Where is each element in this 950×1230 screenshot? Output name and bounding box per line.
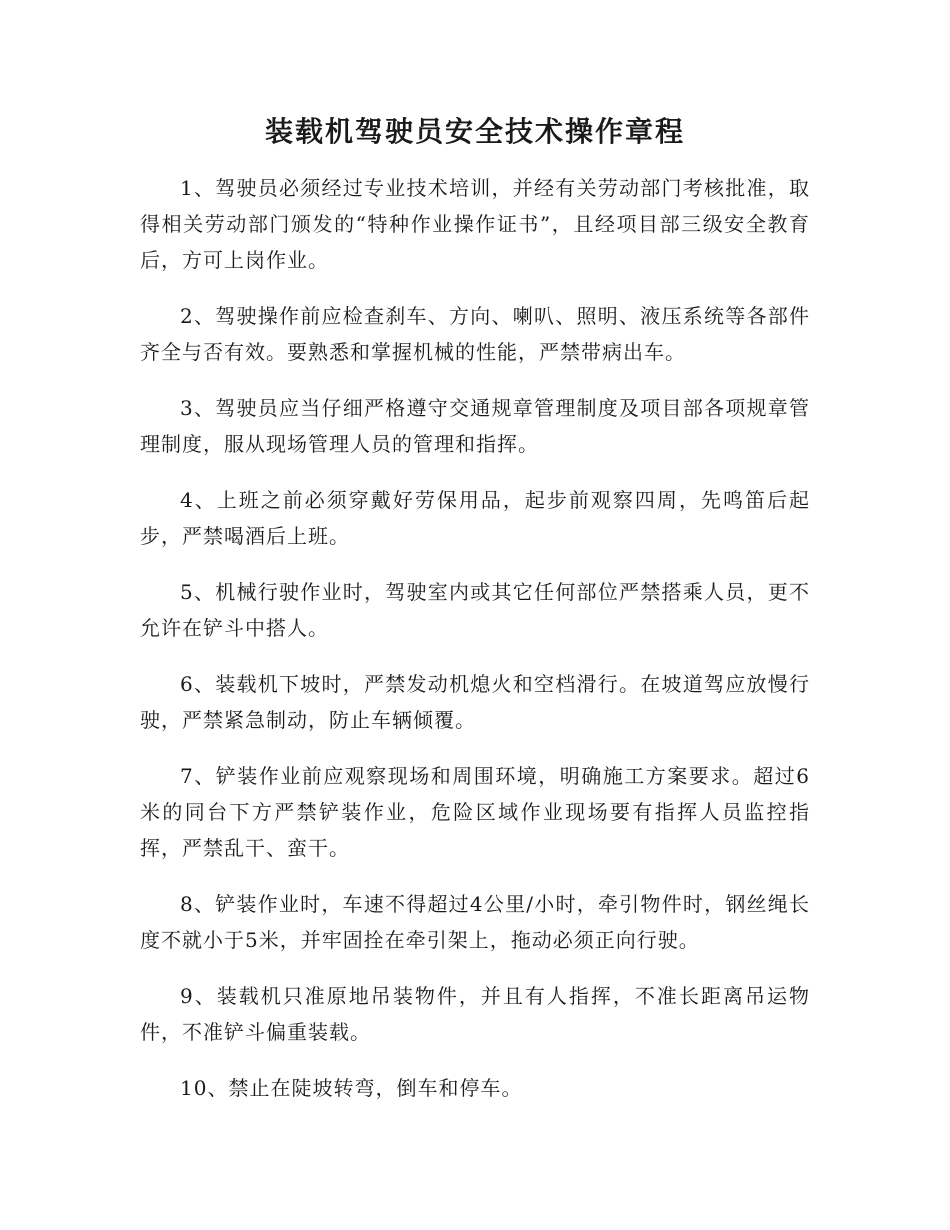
clause-10: 10、禁止在陡坡转弯，倒车和停车。 <box>180 1076 523 1100</box>
clause-7: 7、铲装作业前应观察现场和周围环境，明确施工方案要求。超过6米的同台下方严禁铲装作业，危险区域作业现场要有指挥人员监控指挥，严禁乱干、蛮干。 <box>140 764 810 860</box>
document-title: 装载机驾驶员安全技术操作章程 <box>264 115 685 148</box>
clause-6: 6、装载机下坡时，严禁发动机熄火和空档滑行。在坡道驾应放慢行驶，严禁紧急制动，防止车辆倾覆。 <box>140 672 810 732</box>
clause-2: 2、驾驶操作前应检查刹车、方向、喇叭、照明、液压系统等各部件齐全与否有效。要熟悉和掌握机械的性能，严禁带病出车。 <box>140 304 810 364</box>
clause-4: 4、上班之前必须穿戴好劳保用品，起步前观察四周，先鸣笛后起步，严禁喝酒后上班。 <box>140 488 810 548</box>
clause-8: 8、铲装作业时，车速不得超过4公里/小时，牵引物件时，钢丝绳长度不就小于5米，并牢固拴在牵引架上，拖动必须正向行驶。 <box>140 892 810 952</box>
clause-3: 3、驾驶员应当仔细严格遵守交通规章管理制度及项目部各项规章管理制度，服从现场管理人员的管理和指挥。 <box>140 396 810 456</box>
clause-9: 9、装载机只准原地吊装物件，并且有人指挥，不准长距离吊运物件，不准铲斗偏重装载。 <box>140 984 810 1044</box>
clause-1: 1、驾驶员必须经过专业技术培训，并经有关劳动部门考核批准，取得相关劳动部门颁发的“特种作业操作证书”，且经项目部三级安全教育后，方可上岗作业。 <box>140 176 810 272</box>
clause-5: 5、机械行驶作业时，驾驶室内或其它任何部位严禁搭乘人员，更不允许在铲斗中搭人。 <box>140 580 810 640</box>
